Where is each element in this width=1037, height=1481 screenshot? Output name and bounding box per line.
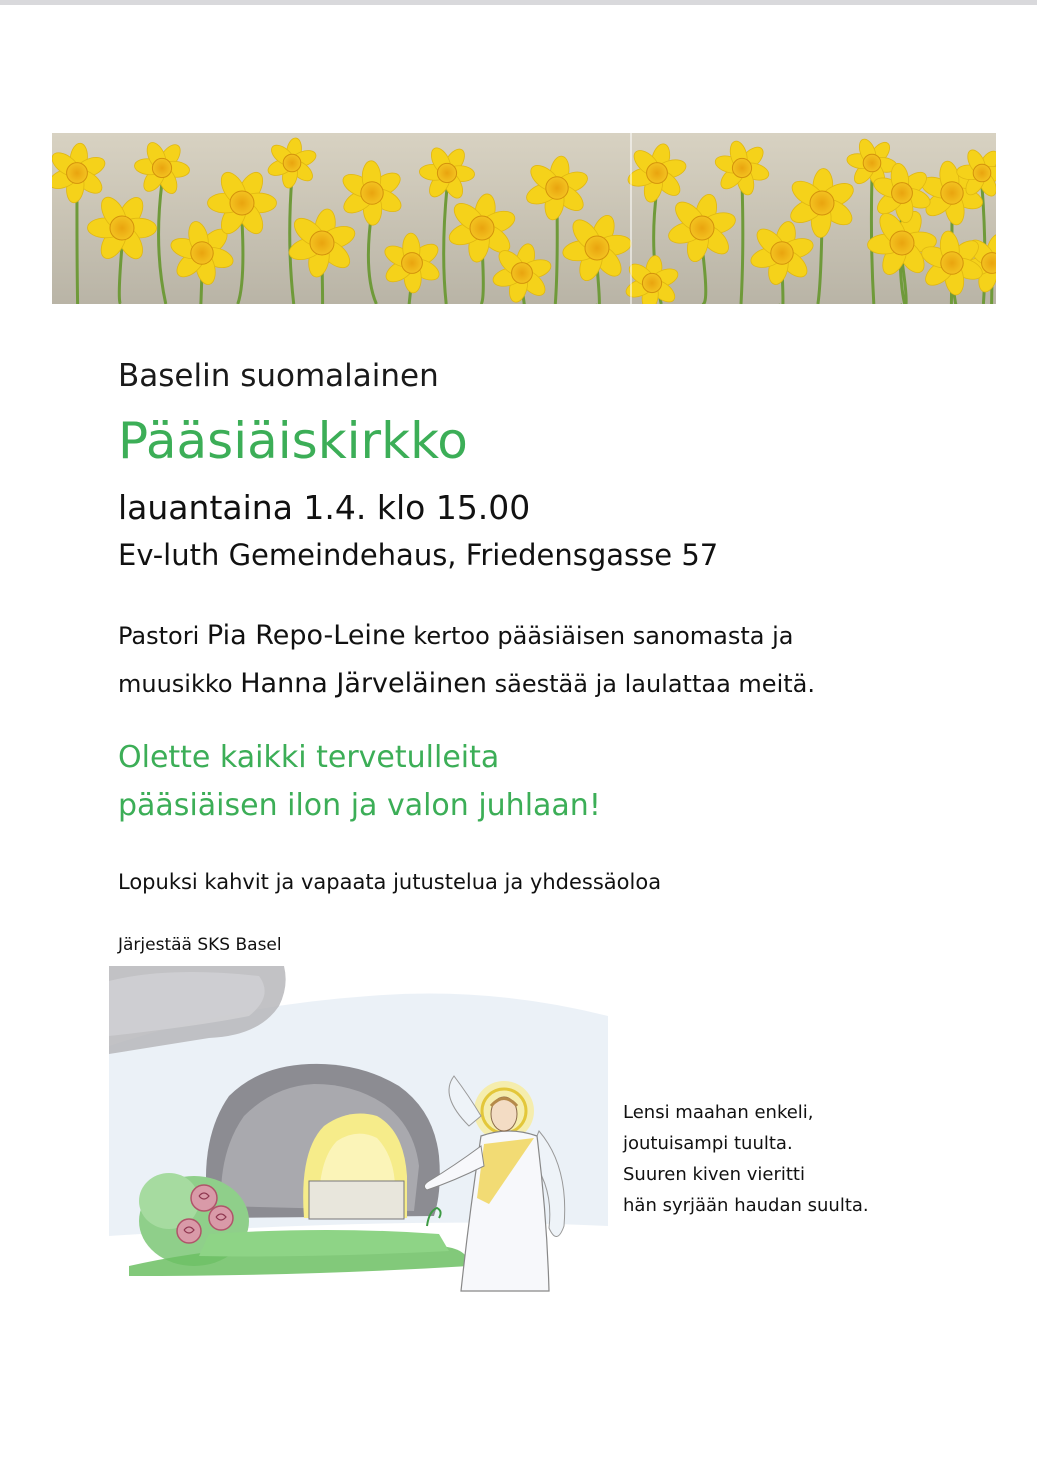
organizer-note: Järjestää SKS Basel [118,935,282,955]
intro-text: Pastori [118,622,207,650]
event-datetime: lauantaina 1.4. klo 15.00 [118,488,531,527]
poem-line: Suuren kiven vieritti [623,1164,805,1185]
poem-line: joutuisampi tuulta. [623,1133,793,1154]
poem-line: hän syrjään haudan suulta. [623,1195,869,1216]
event-location: Ev-luth Gemeindehaus, Friedensgasse 57 [118,538,719,572]
poem [623,1097,869,1221]
intro-text: kertoo pääsiäisen sanomasta ja [405,622,794,650]
poem-line: Lensi maahan enkeli, [623,1102,814,1123]
musician-name: Hanna Järveläinen [240,668,488,699]
angel-tomb-illustration [109,966,608,1297]
intro-line-1 [118,620,794,651]
top-border [0,0,1037,5]
welcome-line-2: pääsiäisen ilon ja valon juhlaan! [118,788,601,823]
welcome-line-1: Olette kaikki tervetulleita [118,740,500,775]
daffodil-banner-image [52,133,996,304]
page-subtitle: Baselin suomalainen [118,358,439,394]
intro-text: säestää ja laulattaa meitä. [487,670,815,698]
pastor-name: Pia Repo-Leine [206,620,406,651]
intro-line-2 [118,668,815,699]
closing-note: Lopuksi kahvit ja vapaata jutustelua ja yhdessäoloa [118,870,662,894]
intro-text: muusikko [118,670,241,698]
page-title: Pääsiäiskirkko [118,412,468,470]
